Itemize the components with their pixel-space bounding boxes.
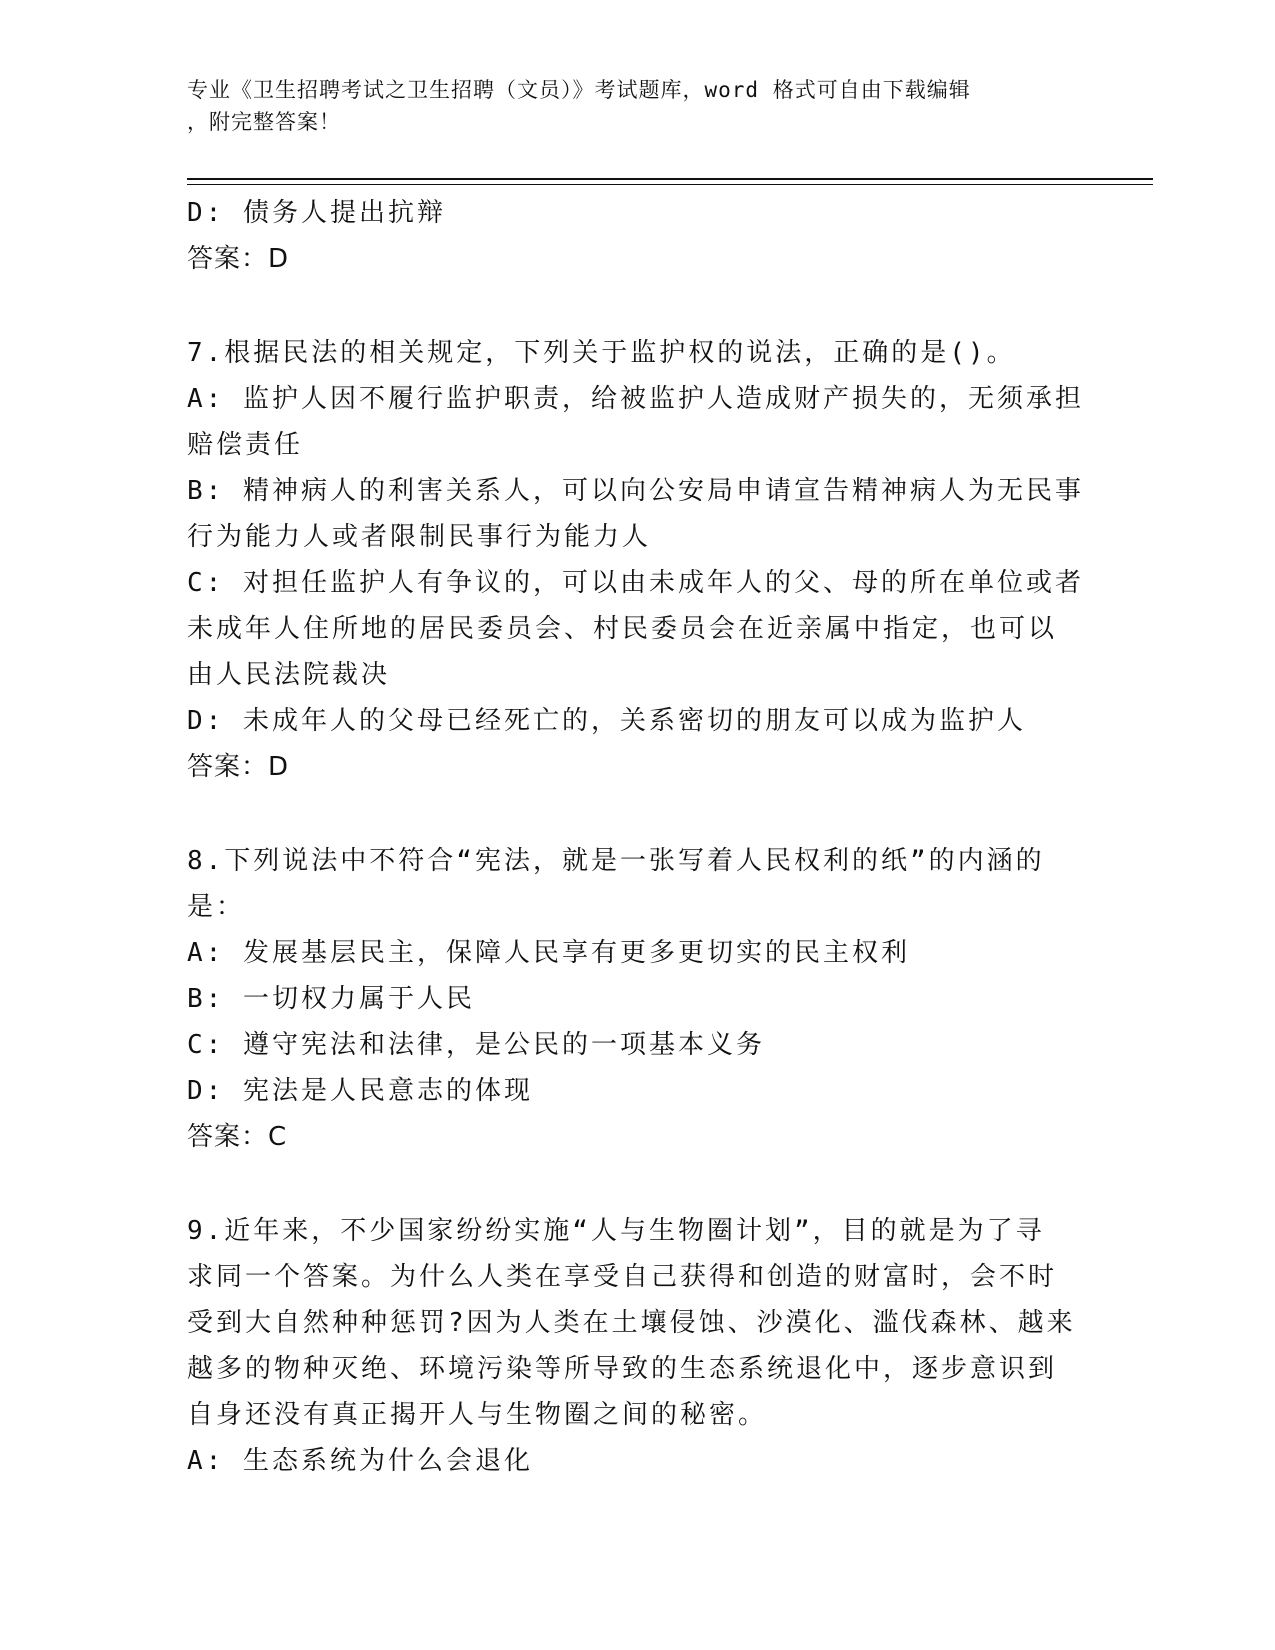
header-line-1: 专业《卫生招聘考试之卫生招聘（文员）》考试题库，word 格式可自由下载编辑: [187, 78, 971, 102]
spacer: [187, 282, 1087, 330]
question-7-option-c-line-2: 未成年人住所地的居民委员会、村民委员会在近亲属中指定，也可以: [187, 614, 1058, 644]
header-rule-thick: [187, 178, 1153, 180]
question-7-answer: 答案：D: [187, 752, 290, 782]
question-7-title: 7.根据民法的相关规定，下列关于监护权的说法，正确的是()。: [187, 338, 1016, 368]
question-9-title-line-5: 自身还没有真正揭开人与生物圈之间的秘密。: [187, 1400, 768, 1430]
question-7-option-a-line-1: A: 监护人因不履行监护职责，给被监护人造成财产损失的，无须承担: [187, 384, 1084, 414]
question-8: [187, 838, 1087, 1160]
question-7-option-c-line-1: C: 对担任监护人有争议的，可以由未成年人的父、母的所在单位或者: [187, 568, 1084, 598]
question-8-option-b: B: 一切权力属于人民: [187, 984, 475, 1014]
question-9-title-line-1: 9.近年来，不少国家纷纷实施“人与生物圈计划”，目的就是为了寻: [187, 1216, 1045, 1246]
page-header: [187, 74, 1087, 138]
header-rule-thin: [187, 184, 1153, 185]
question-7-option-c-line-3: 由人民法院裁决: [187, 660, 391, 690]
prev-answer: 答案：D: [187, 244, 290, 274]
question-9-title-line-3: 受到大自然种种惩罚?因为人类在土壤侵蚀、沙漠化、滥伐森林、越来: [187, 1308, 1076, 1338]
spacer: [187, 790, 1087, 838]
question-7-option-b-line-2: 行为能力人或者限制民事行为能力人: [187, 522, 652, 552]
question-content: [187, 190, 1087, 1484]
question-8-title-line-2: 是：: [187, 892, 246, 922]
question-8-option-c: C: 遵守宪法和法律，是公民的一项基本义务: [187, 1030, 765, 1060]
question-8-answer: 答案：C: [187, 1122, 288, 1152]
question-9-title-line-4: 越多的物种灭绝、环境污染等所导致的生态系统退化中，逐步意识到: [187, 1354, 1058, 1384]
question-7-option-d: D: 未成年人的父母已经死亡的，关系密切的朋友可以成为监护人: [187, 706, 1026, 736]
question-9: [187, 1208, 1087, 1484]
question-7-option-a-line-2: 赔偿责任: [187, 430, 304, 460]
question-9-option-a: A: 生态系统为什么会退化: [187, 1446, 533, 1476]
prev-option-d: D: 债务人提出抗辩: [187, 198, 446, 228]
spacer: [187, 1160, 1087, 1208]
question-7: [187, 330, 1087, 790]
question-8-option-d: D: 宪法是人民意志的体现: [187, 1076, 533, 1106]
question-9-title-line-2: 求同一个答案。为什么人类在享受自己获得和创造的财富时，会不时: [187, 1262, 1058, 1292]
question-8-title-line-1: 8.下列说法中不符合“宪法，就是一张写着人民权利的纸”的内涵的: [187, 846, 1045, 876]
question-8-option-a: A: 发展基层民主，保障人民享有更多更切实的民主权利: [187, 938, 910, 968]
header-line-2: ，附完整答案！: [187, 110, 341, 134]
question-7-option-b-line-1: B: 精神病人的利害关系人，可以向公安局申请宣告精神病人为无民事: [187, 476, 1084, 506]
